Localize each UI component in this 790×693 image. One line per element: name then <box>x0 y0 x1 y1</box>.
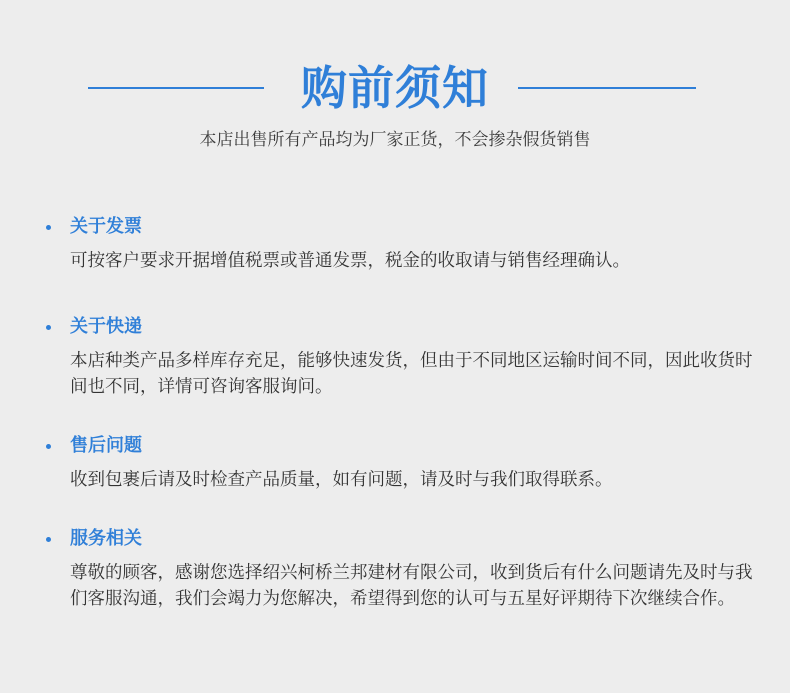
section-body: 收到包裹后请及时检查产品质量，如有问题，请及时与我们取得联系。 <box>70 470 613 490</box>
section-body: 尊敬的顾客，感谢您选择绍兴柯桥兰邦建材有限公司，收到货后有什么问题请先及时与我们客服沟通，我们会竭力为您解决，希望得到您的认可与五星好评期待下次继续合作。 <box>70 563 753 609</box>
page-subtitle: 本店出售所有产品均为厂家正货，不会掺杂假货销售 <box>199 130 591 150</box>
section-header <box>42 314 762 340</box>
section-header <box>42 433 762 459</box>
section-title: 关于发票 <box>70 216 142 237</box>
section-invoice <box>42 214 762 274</box>
section-title: 售后问题 <box>70 435 142 456</box>
bullet-dot-icon <box>46 225 51 230</box>
bullet-dot-icon <box>46 444 51 449</box>
page-title-row <box>0 58 790 122</box>
bullet-dot-icon <box>46 537 51 542</box>
section-title: 关于快递 <box>70 316 142 337</box>
section-title: 服务相关 <box>70 528 142 549</box>
section-header <box>42 526 762 552</box>
section-body: 可按客户要求开据增值税票或普通发票，税金的收取请与销售经理确认。 <box>70 251 630 271</box>
section-body: 本店种类产品多样库存充足，能够快速发货，但由于不同地区运输时间不同，因此收货时间也不同，详情可咨询客服询问。 <box>70 351 753 397</box>
page-title: 购前须知 <box>301 61 489 115</box>
section-service <box>42 526 762 612</box>
section-after-sales <box>42 433 762 493</box>
bullet-dot-icon <box>46 325 51 330</box>
section-shipping <box>42 314 762 400</box>
title-divider-right <box>518 87 696 89</box>
section-header <box>42 214 762 240</box>
